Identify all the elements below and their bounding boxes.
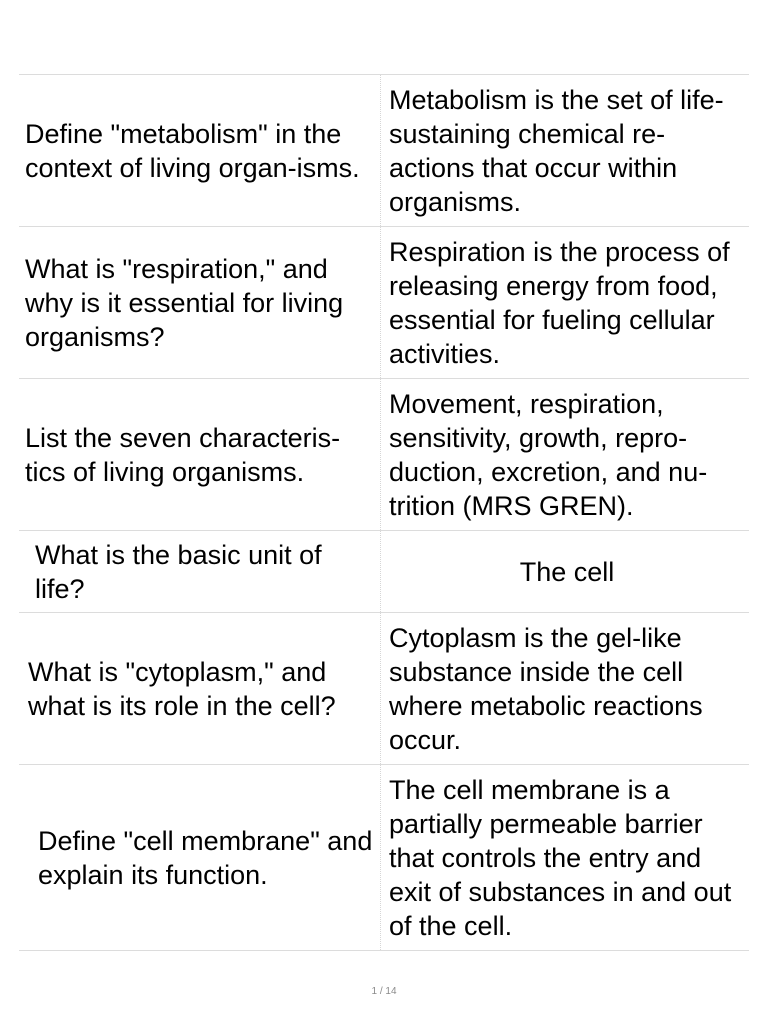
flashcard-question [19,765,380,950]
flashcard-answer [380,613,749,764]
flashcard-row [19,75,749,227]
question-text: Define "metabolism" in the context of living organ-isms. [25,118,360,183]
flashcard-answer [380,75,749,226]
flashcard-answer [380,379,749,530]
flashcard-question [19,75,380,226]
answer-text: Respiration is the process of releasing energy from food, essential for fueling cellular activities. [389,236,730,369]
question-text: What is "respiration," and why is it essential for living organisms? [25,253,344,352]
flashcard-row [19,765,749,951]
answer-text: Metabolism is the set of life-sustaining chemical re-actions that occur within organisms. [389,84,724,217]
answer-text: The cell [519,556,615,587]
question-text: List the seven characteris-tics of living organisms. [25,422,341,487]
question-text: Define "cell membrane" and explain its function. [38,825,373,890]
answer-text: The cell membrane is a partially permeable barrier that controls the entry and exit of substances in and out of the cell. [389,774,732,941]
flashcard-row [19,379,749,531]
flashcard-question [19,613,380,764]
question-text: What is the basic unit of life? [35,539,322,604]
flashcard-question [19,227,380,378]
answer-text: Cytoplasm is the gel-like substance inside the cell where metabolic reactions occur. [389,622,703,755]
flashcard-answer [380,227,749,378]
flashcard-row [19,613,749,765]
question-text: What is "cytoplasm," and what is its role in the cell? [28,656,336,721]
flashcard-table [19,74,749,951]
flashcard-question [19,531,380,612]
page-indicator: 1 / 14 [371,986,397,997]
flashcard-row [19,227,749,379]
answer-text: Movement, respiration, sensitivity, growth, repro-duction, excretion, and nu-trition (MRS GREN). [389,388,708,521]
flashcard-row [19,531,749,613]
flashcard-answer [380,765,749,950]
flashcard-question [19,379,380,530]
flashcard-answer [380,531,749,612]
